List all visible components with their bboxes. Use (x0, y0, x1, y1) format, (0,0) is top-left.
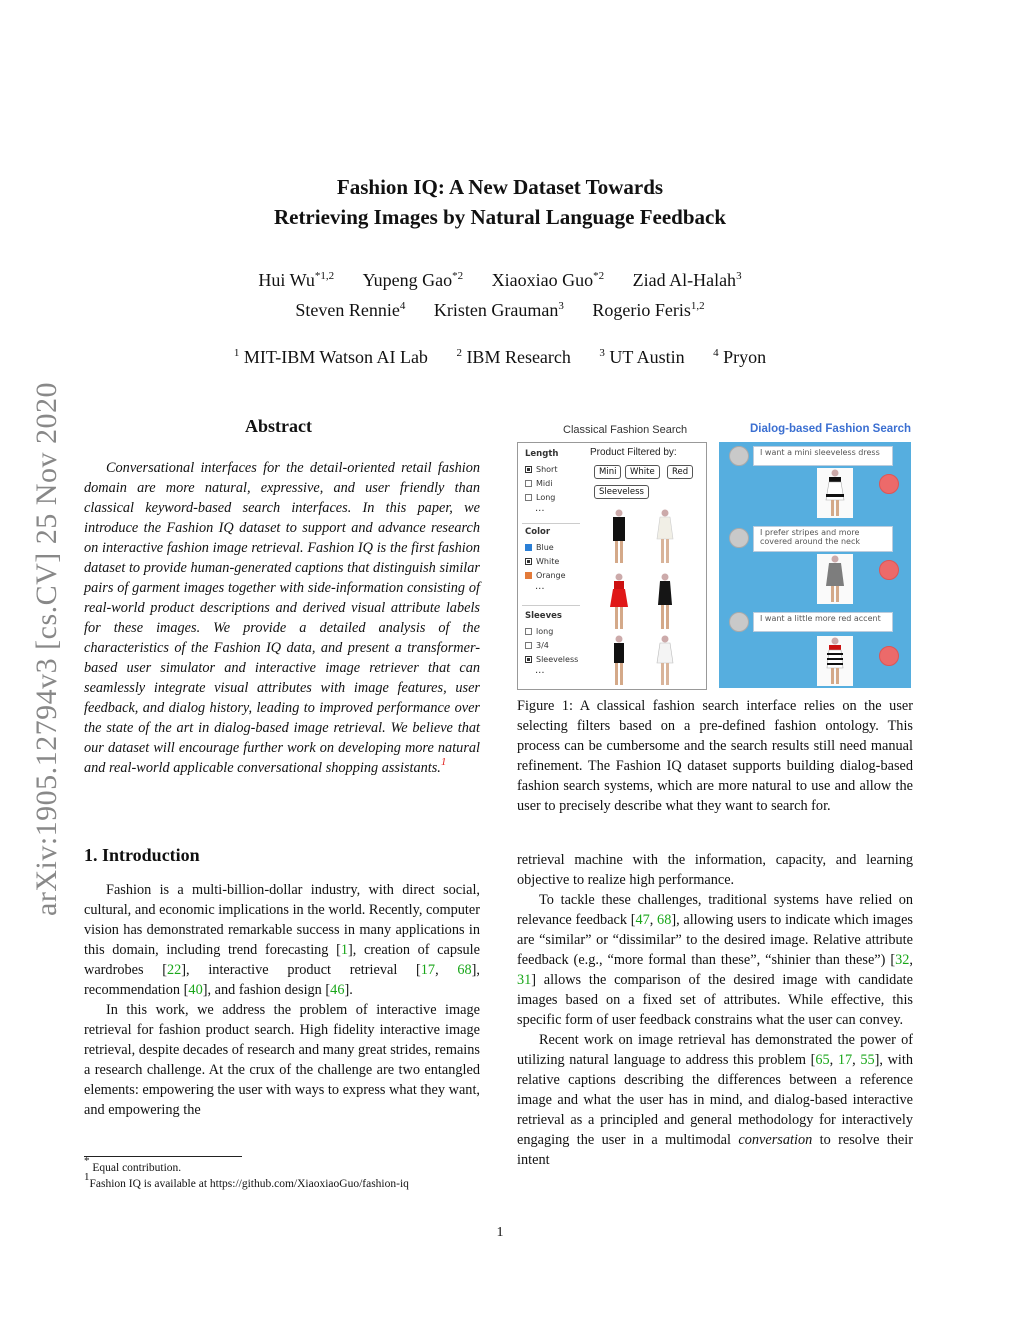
paragraph: Fashion is a multi-billion-dollar industry, with direct social, cultural, and economic implications in the world. Recently, computer vision has demonstrated remarkable success in many applications in this domain, including trend forecasting [1], creation of capsule wardrobes [22], interactive product retrieval [17, 68], recommendation [40], and fashion design [46]. (84, 882, 480, 998)
filter-heading: Length (525, 449, 559, 459)
user-message: I prefer stripes and more covered around the neck (753, 526, 893, 552)
checkbox-icon[interactable] (525, 642, 532, 649)
author: Rogerio Feris$^{1,2}$ (592, 300, 705, 320)
affiliation: $^1$ MIT-IBM Watson AI Lab (233, 347, 428, 367)
filter-tag[interactable]: Sleeveless (594, 485, 649, 499)
filter-option[interactable]: White (525, 554, 585, 568)
paragraph: In this work, we address the problem of interactive image retrieval for fashion product search. High fidelity interactive image retrieval, despite decades of research and many great strides, remains a research challenge. At the crux of the challenge are two entangled elements: empowering the user with ways to express what they want, and empowering the (84, 1002, 480, 1118)
product-dress-white[interactable] (654, 509, 676, 565)
citation-link[interactable]: 17 (837, 1052, 853, 1068)
checkbox-icon[interactable] (525, 656, 532, 663)
filter-option[interactable]: 3/4 (525, 638, 585, 652)
user-avatar-icon (729, 612, 749, 632)
filter-option[interactable]: Short (525, 462, 585, 476)
user-message: I want a mini sleeveless dress (753, 446, 893, 466)
assistant-avatar-icon (879, 646, 899, 666)
citation-link[interactable]: 46 (330, 982, 345, 998)
filter-option[interactable]: Blue (525, 540, 585, 554)
abstract-heading: Abstract (245, 416, 312, 436)
author: Xiaoxiao Guo$^{*2}$ (491, 270, 605, 290)
dress-striped-icon (817, 468, 853, 518)
color-swatch-icon[interactable] (525, 572, 532, 579)
citation-link[interactable]: 68 (457, 962, 472, 978)
affiliations (0, 347, 1000, 368)
user-avatar-icon (729, 446, 749, 466)
product-filtered-label: Product Filtered by: (590, 447, 677, 458)
figure-caption: Figure 1: A classical fashion search interface relies on the user selecting filters based on a pre-defined fashion ontology. This process can be cumbersome and the search results still need manual refinement. The Fashion IQ dataset supports building dialog-based fashion search systems, which are more natural to use and allow the user to precisely describe what they want to search for. (517, 698, 913, 814)
citation-link[interactable]: 31 (517, 972, 532, 988)
footnote-rule (84, 1156, 242, 1157)
citation-link[interactable]: 1 (340, 942, 348, 958)
author: Yupeng Gao$^{*2}$ (362, 270, 464, 290)
citation-link[interactable]: 22 (167, 962, 182, 978)
assistant-avatar-icon (879, 474, 899, 494)
right-column-body (517, 850, 913, 1170)
more-ellipsis: ... (535, 581, 545, 592)
citation-link[interactable]: 65 (815, 1052, 830, 1068)
paragraph: Recent work on image retrieval has demonstrated the power of utilizing natural language to address this problem [65, 17, 55], with relative captions describing the differences between a reference image and what the user has in mind, and dialog-based interactive retrieval as a principled and general methodology for interactively engaging the user in a multimodal conversation to resolve their intent (517, 1032, 914, 1168)
intro-body (84, 880, 480, 1120)
filter-option[interactable]: long (525, 624, 585, 638)
paper-title-line1: Fashion IQ: A New Dataset Towards (336, 175, 664, 199)
author: Kristen Grauman$^3$ (433, 300, 564, 320)
retrieved-image (817, 636, 853, 686)
footnotes (84, 1155, 504, 1192)
color-swatch-icon[interactable] (525, 544, 532, 551)
more-ellipsis: ... (535, 503, 545, 514)
more-ellipsis: ... (535, 665, 545, 676)
section-heading-introduction: 1. Introduction (84, 845, 200, 865)
author: Hui Wu$^{*1,2}$ (258, 270, 335, 290)
paragraph: retrieval machine with the information, capacity, and learning objective to realize high performance. (517, 852, 913, 888)
filter-heading: Sleeves (525, 611, 562, 621)
product-dress-black-short[interactable] (608, 635, 630, 687)
footnote: $^1$Fashion IQ is available at https://github.com/XiaoxiaoGuo/fashion-iq (84, 1171, 409, 1190)
authors-row-1 (0, 270, 1000, 291)
filter-option[interactable]: Sleeveless (525, 652, 585, 666)
author: Steven Rennie$^4$ (295, 300, 406, 320)
checkbox-icon[interactable] (525, 494, 532, 501)
author: Ziad Al-Halah$^3$ (632, 270, 742, 290)
abstract-body: Conversational interfaces for the detail-oriented retail fashion domain are more natural, expressive, and user friendly than classical keyword-based search interfaces. In this paper, we introduce the Fashion IQ dataset to support and advance research on interactive fashion image retrieval. Fashion IQ is the first fashion dataset to provide human-generated captions that distinguish similar pairs of garment images together with side-information consisting of real-world product descriptions and derived visual attribute labels for these images. We provide a detailed analysis of the characteristics of the Fashion IQ data, and present a transformer-based user simulator and interactive image retriever that can seamlessly integrate visual attributes with image features, user feedback, and dialog history, leading to improved performance over the state of the art in dialog-based image retrieval. We believe that our dataset will encourage further work on developing more natural and real-world applicable conversational shopping assistants.$^1$ (84, 460, 480, 776)
filter-tag[interactable]: Mini (594, 465, 621, 479)
citation-link[interactable]: 32 (895, 952, 910, 968)
product-dress-black-mini[interactable] (654, 573, 676, 631)
product-dress-red[interactable] (608, 573, 630, 631)
page-number: 1 (496, 1225, 504, 1240)
citation-link[interactable]: 68 (657, 912, 672, 928)
citation-link[interactable]: 17 (420, 962, 436, 978)
checkbox-icon[interactable] (525, 628, 532, 635)
footnote: * Equal contribution. (84, 1155, 182, 1174)
filter-option[interactable]: Midi (525, 476, 585, 490)
filter-tag[interactable]: White (625, 465, 660, 479)
retrieved-image (817, 554, 853, 604)
dress-grey-icon (817, 554, 853, 604)
filter-group-length (525, 449, 585, 514)
user-avatar-icon (729, 528, 749, 548)
filter-option[interactable]: Orange (525, 568, 585, 582)
figure-title-classical: Classical Fashion Search (563, 424, 688, 436)
affiliation: $^2$ IBM Research (456, 347, 571, 367)
checkbox-icon[interactable] (525, 558, 532, 565)
filter-group-color (525, 527, 585, 592)
affiliation: $^4$ Pryon (713, 347, 767, 367)
figure-title-dialog: Dialog-based Fashion Search (750, 423, 912, 435)
footnote-link[interactable]: 1 (440, 756, 447, 768)
figure-1 (515, 420, 915, 692)
dress-red-striped-icon (817, 636, 853, 686)
assistant-avatar-icon (879, 560, 899, 580)
divider (522, 523, 580, 524)
filter-group-sleeves (525, 611, 585, 676)
arxiv-stamp: arXiv:1905.12794v3 [cs.CV] 25 Nov 2020 (30, 382, 63, 916)
classical-search-panel (517, 442, 707, 690)
filter-option[interactable]: Long (525, 490, 585, 504)
authors-row-2 (0, 300, 1000, 321)
paper-title-line2: Retrieving Images by Natural Language Feedback (273, 205, 727, 229)
user-message: I want a little more red accent (753, 612, 893, 632)
product-dress-black[interactable] (608, 509, 630, 565)
filter-tag[interactable]: Red (667, 465, 693, 479)
dialog-search-panel (719, 442, 911, 688)
checkbox-icon[interactable] (525, 466, 532, 473)
paragraph: To tackle these challenges, traditional systems have relied on relevance feedback [47, 68], allowing users to indicate which images are “similar” or “dissimilar” to the desired image. Relative attribute feedback (e.g., “more formal than these”, “shinier than these”) [32, 31] allows the comparison of the desired image with candidate images based on a fixed set of attributes. While effective, this specific form of user feedback constrains what the user can convey. (517, 892, 913, 1028)
retrieved-image (817, 468, 853, 518)
checkbox-icon[interactable] (525, 480, 532, 487)
filter-heading: Color (525, 527, 551, 537)
citation-link[interactable]: 40 (188, 982, 203, 998)
citation-link[interactable]: 55 (860, 1052, 875, 1068)
affiliation: $^3$ UT Austin (599, 347, 685, 367)
citation-link[interactable]: 47 (635, 912, 650, 928)
divider (522, 605, 580, 606)
product-dress-white-short[interactable] (654, 635, 676, 687)
